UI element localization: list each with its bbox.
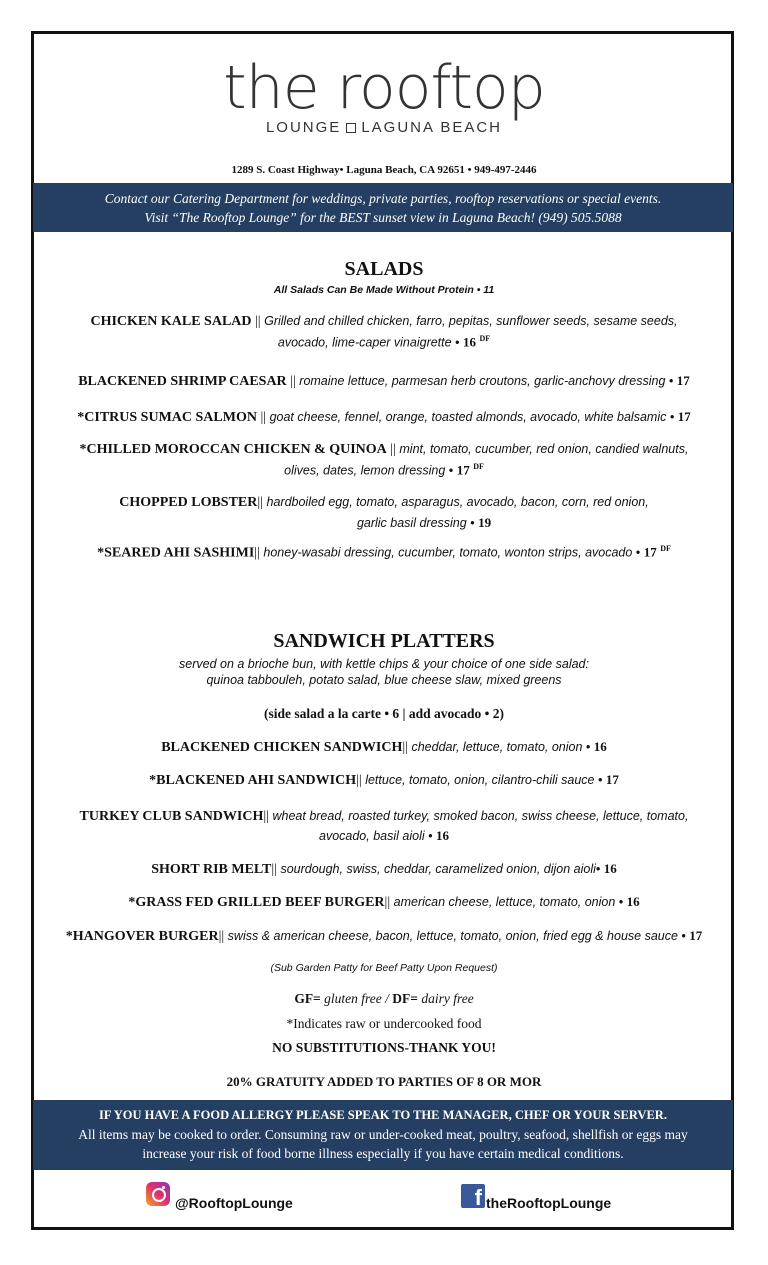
sandwich-intro-1: served on a brioche bun, with kettle chips & your choice of one side salad: — [179, 657, 589, 671]
item-price: 16 — [435, 828, 449, 843]
item-desc: Grilled and chilled chicken, farro, pepitas, sunflower seeds, sesame seeds, — [264, 314, 678, 328]
df-text: dairy free — [421, 991, 474, 1006]
item-desc: cheddar, lettuce, tomato, onion • — [411, 740, 591, 754]
item-price: 16 — [626, 894, 640, 909]
gf-text: gluten free / — [324, 991, 389, 1006]
sandwich-extras: (side salad a la carte • 6 | add avocado • 2) — [263, 706, 505, 721]
item-name: CHICKEN KALE SALAD — [90, 314, 252, 329]
facebook-icon[interactable]: f — [461, 1184, 485, 1208]
item-name: TURKEY CLUB SANDWICH — [79, 809, 264, 824]
item-price: 16 — [593, 739, 607, 754]
banner-line-2: Visit “The Rooftop Lounge” for the BEST sunset view in Laguna Beach! (949) 505.5088 — [144, 210, 622, 225]
item-name: BLACKENED SHRIMP CAESAR — [78, 374, 287, 389]
item-desc: sourdough, swiss, cheddar, caramelized onion, dijon aioli• — [280, 862, 601, 876]
diet-legend — [0, 991, 768, 1007]
item-name: CHOPPED LOBSTER — [119, 495, 258, 510]
item-price: 17 — [676, 373, 690, 388]
menu-item-hangover-burger: *HANGOVER BURGER|| swiss & american cheese, bacon, lettuce, tomato, onion, fried egg & house sauce • 17 — [65, 928, 703, 944]
item-price: 16 — [462, 334, 476, 350]
item-price: 17 — [643, 544, 657, 560]
facebook-handle[interactable]: theRooftopLounge — [486, 1195, 612, 1211]
sandwich-intro-2: quinoa tabbouleh, potato salad, blue cheese slaw, mixed greens — [206, 673, 562, 687]
df-tag: DF — [479, 334, 491, 343]
menu-item-ahi-sashimi: *SEARED AHI SASHIMI|| honey-wasabi dressing, cucumber, tomato, wonton strips, avocado • 17 $^{DF}$ — [97, 544, 671, 561]
item-desc: mint, tomato, cucumber, red onion, candied walnuts, — [399, 442, 689, 456]
item-name: *GRASS FED GRILLED BEEF BURGER — [128, 895, 385, 910]
df-tag: DF — [473, 462, 484, 471]
df-label: DF= — [392, 991, 418, 1006]
menu-item-beef-burger: *GRASS FED GRILLED BEEF BURGER|| american cheese, lettuce, tomato, onion • 16 — [128, 894, 640, 910]
item-desc: romaine lettuce, parmesan herb croutons, garlic-anchovy dressing • — [299, 374, 674, 388]
item-desc: swiss & american cheese, bacon, lettuce, tomato, onion, fried egg & house sauce • — [227, 929, 686, 943]
menupix-watermark: menupix — [562, 1170, 631, 1190]
item-name: *SEARED AHI SASHIMI — [97, 545, 255, 561]
allergy-line-2: All items may be cooked to order. Consuming raw or under-cooked meat, poultry, seafood, shellfish or eggs may — [78, 1127, 688, 1142]
item-name: *HANGOVER BURGER — [65, 929, 219, 944]
item-price: 17 — [677, 409, 691, 424]
banner-line-1: Contact our Catering Department for weddings, private parties, rooftop reservations or special events. — [104, 191, 662, 206]
instagram-handle[interactable]: @RooftopLounge — [175, 1195, 293, 1211]
item-desc: american cheese, lettuce, tomato, onion • — [393, 895, 624, 909]
logo-laguna-beach: LAGUNA BEACH — [361, 119, 503, 136]
item-price: 17 — [456, 462, 470, 478]
item-desc: olives, dates, lemon dressing • — [284, 463, 454, 478]
item-price: 19 — [478, 515, 492, 530]
menu-item-chopped-lobster: CHOPPED LOBSTER|| hardboiled egg, tomato, asparagus, avocado, bacon, corn, red onion, — [119, 495, 649, 510]
item-desc: lettuce, tomato, onion, cilantro-chili sauce • — [365, 773, 603, 787]
allergy-line-3: increase your risk of food borne illness especially if you have certain medical conditions. — [142, 1146, 624, 1161]
menu-item-chicken-kale-cont — [0, 334, 768, 352]
catering-banner — [33, 183, 733, 232]
item-name: *BLACKENED AHI SANDWICH — [149, 773, 357, 788]
item-name: BLACKENED CHICKEN SANDWICH — [161, 740, 403, 755]
menu-item-moroccan-chicken-cont — [0, 462, 768, 480]
sandwich-heading: SANDWICH PLATTERS — [273, 630, 495, 652]
gf-label: GF= — [294, 991, 321, 1006]
allergy-banner — [33, 1100, 733, 1170]
item-name: *CHILLED MOROCCAN CHICKEN & QUINOA — [79, 442, 387, 457]
item-price: 17 — [605, 772, 619, 787]
no-substitutions: NO SUBSTITUTIONS-THANK YOU! — [272, 1040, 496, 1055]
menu-item-citrus-salmon: *CITRUS SUMAC SALMON || goat cheese, fennel, orange, toasted almonds, avocado, white balsamic • 17 — [77, 409, 691, 425]
menu-item-chopped-lobster-cont — [40, 515, 768, 532]
menu-item-blackened-ahi: *BLACKENED AHI SANDWICH|| lettuce, tomato, onion, cilantro-chili sauce • 17 — [149, 772, 619, 788]
menu-item-turkey-club-cont — [0, 828, 768, 845]
df-tag: DF — [660, 544, 671, 553]
item-desc: wheat bread, roasted turkey, smoked bacon, swiss cheese, lettuce, tomato, — [272, 809, 689, 823]
item-price: 17 — [689, 928, 703, 943]
raw-food-note: *Indicates raw or undercooked food — [286, 1016, 482, 1031]
item-desc: avocado, basil aioli • — [319, 829, 433, 843]
address-line: 1289 S. Coast Highway• Laguna Beach, CA 92651 • 949-497-2446 — [231, 164, 537, 176]
item-desc: hardboiled egg, tomato, asparagus, avocado, bacon, corn, red onion, — [266, 495, 649, 509]
item-desc: goat cheese, fennel, orange, toasted almonds, avocado, white balsamic • — [269, 410, 675, 424]
logo-wordmark: the rooftop — [223, 53, 545, 123]
item-name: SHORT RIB MELT — [151, 862, 272, 877]
menu-item-blackened-chicken: BLACKENED CHICKEN SANDWICH|| cheddar, lettuce, tomato, onion • 16 — [161, 739, 607, 755]
garden-patty-note: (Sub Garden Patty for Beef Patty Upon Request) — [270, 962, 498, 974]
item-price: 16 — [603, 861, 617, 876]
menu-item-turkey-club: TURKEY CLUB SANDWICH|| wheat bread, roasted turkey, smoked bacon, swiss cheese, lettuce, tomato, — [79, 809, 689, 824]
menu-item-shrimp-caesar: BLACKENED SHRIMP CAESAR || romaine lettuce, parmesan herb croutons, garlic-anchovy dressing • 17 — [78, 373, 690, 389]
menu-item-chicken-kale: CHICKEN KALE SALAD || Grilled and chilled chicken, farro, pepitas, sunflower seeds, sesame seeds, — [90, 314, 678, 329]
item-desc: honey-wasabi dressing, cucumber, tomato, wonton strips, avocado • — [263, 545, 641, 560]
logo-lounge: LOUNGE — [265, 119, 342, 136]
item-desc: avocado, lime-caper vinaigrette • — [277, 335, 460, 350]
menu-item-moroccan-chicken: *CHILLED MOROCCAN CHICKEN & QUINOA || mint, tomato, cucumber, red onion, candied walnuts, — [79, 442, 689, 457]
salads-subtitle: All Salads Can Be Made Without Protein • 11 — [273, 284, 495, 296]
menu-item-short-rib: SHORT RIB MELT|| sourdough, swiss, cheddar, caramelized onion, dijon aioli• 16 — [151, 861, 617, 877]
salads-heading: SALADS — [344, 258, 424, 280]
allergy-line-1: IF YOU HAVE A FOOD ALLERGY PLEASE SPEAK TO THE MANAGER, CHEF OR YOUR SERVER. — [99, 1108, 667, 1122]
instagram-icon[interactable] — [146, 1182, 170, 1206]
logo-subline — [0, 119, 768, 136]
item-desc: garlic basil dressing • — [356, 516, 475, 530]
gratuity-note: 20% GRATUITY ADDED TO PARTIES OF 8 OR MOR — [226, 1074, 542, 1089]
item-name: *CITRUS SUMAC SALMON — [77, 410, 257, 425]
logo-separator-icon — [346, 123, 356, 133]
